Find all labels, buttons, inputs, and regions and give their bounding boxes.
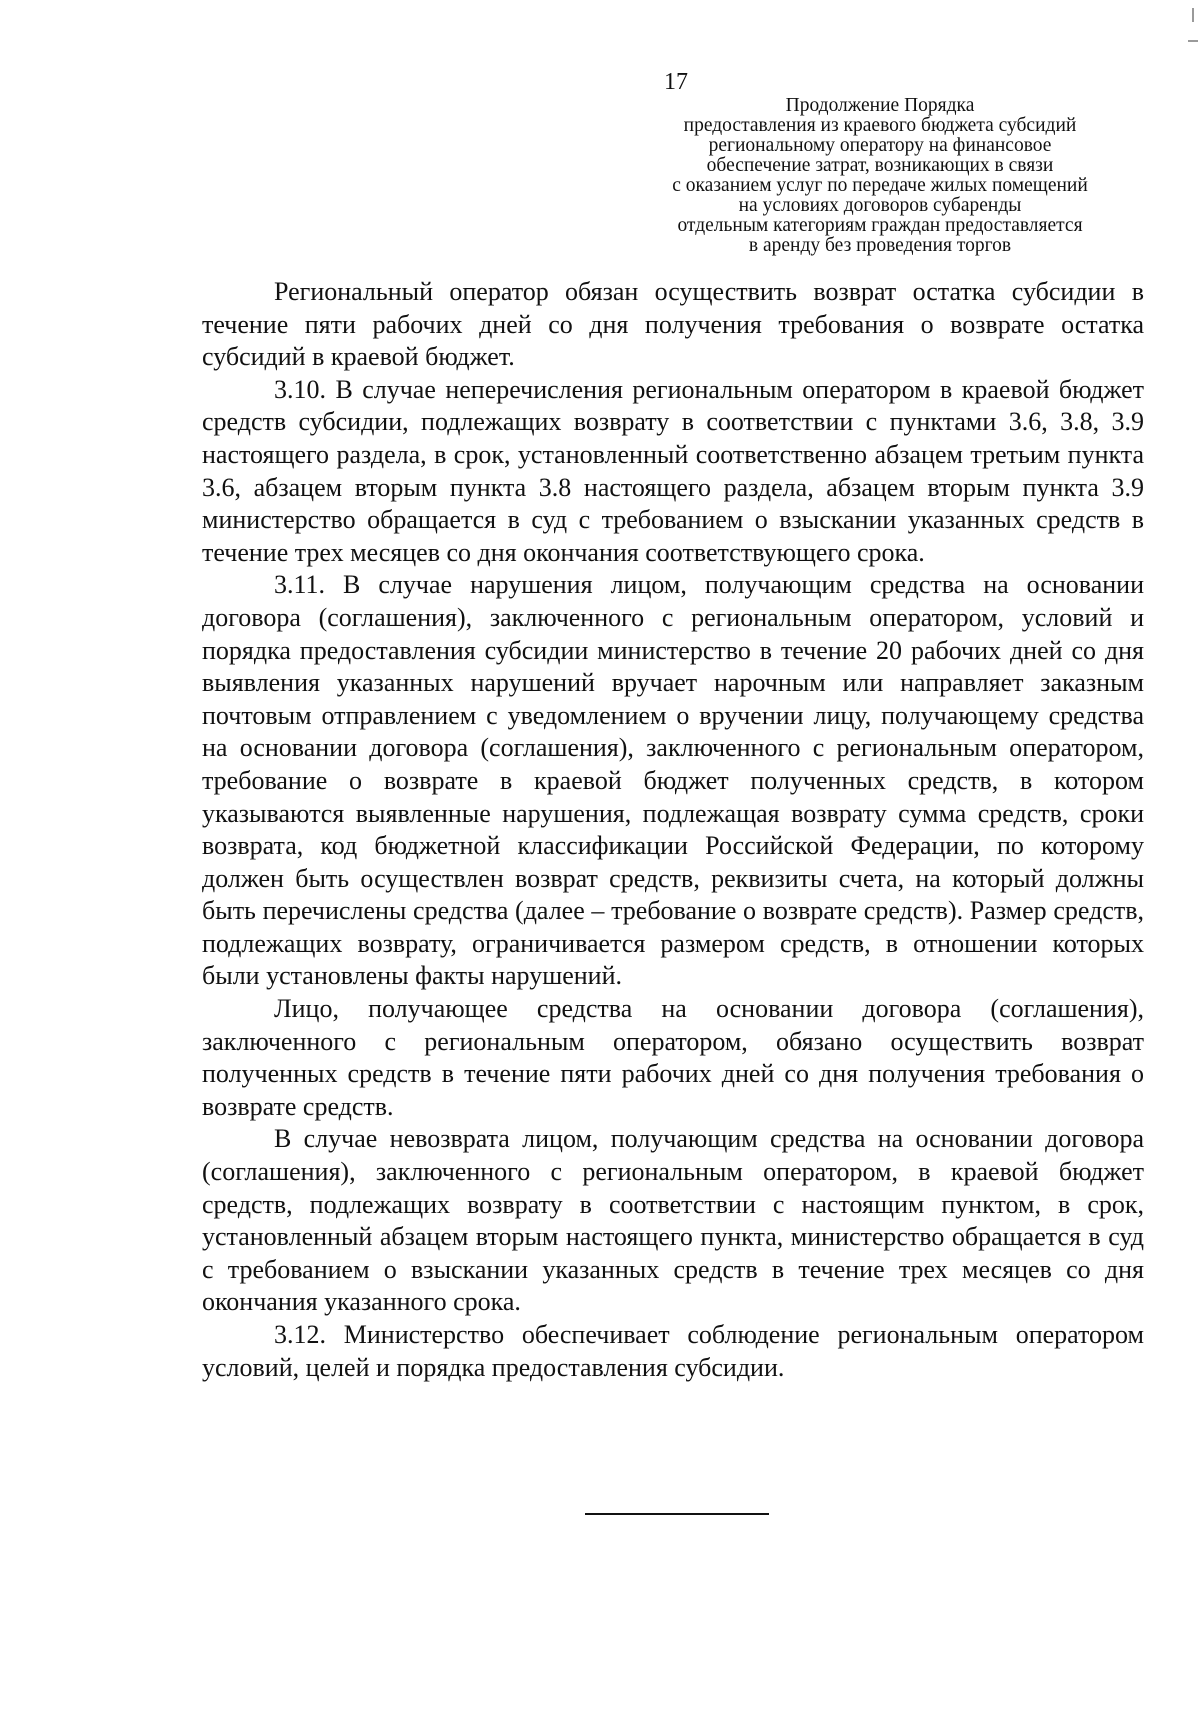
paragraph-3-12: 3.12. Министерство обеспечивает соблюдение региональным оператором условий, целей и порядка предоставления субсидии. (202, 1320, 1144, 1382)
header-line: отдельным категориям граждан предоставляется (677, 215, 1083, 236)
header-line: в аренду без проведения торгов (748, 235, 1012, 256)
document-header (600, 96, 1160, 256)
header-line: на условиях договоров субаренды (738, 195, 1022, 216)
paragraph-3-11: 3.11. В случае нарушения лицом, получающим средства на основании договора (соглашения), заключенного с региональным оператором, условий и порядка предоставления субсидии министерство в течение 20 рабочих дней со дня выявления указанных нарушений вручает нарочным или направляет заказным почтовым отправлением с уведомлением о вручении лицу, получающему средства на основании договора (соглашения), заключенного с региональным оператором, требование о возврате в краевой бюджет полученных средств, в котором указываются выявленные нарушения, подлежащая возврату сумма средств, сроки возврата, код бюджетной классификации Российской Федерации, по которому должен быть осуществлен возврат средств, реквизиты счета, на который должны быть перечислены средства (далее – требование о возврате средств). Размер средств, подлежащих возврату, ограничивается размером средств, в отношении которых были установлены факты нарушений. (202, 570, 1144, 991)
paragraph-recipient-obligation: Лицо, получающее средства на основании договора (соглашения), заключенного с региональным оператором, обязано осуществить возврат полученных средств в течение пяти рабочих дней со дня получения требования о возврате средств. (202, 994, 1144, 1121)
paragraph-non-return: В случае невозврата лицом, получающим средства на основании договора (соглашения), заключенного с региональным оператором, в краевой бюджет средств, подлежащих возврату в соответствии с настоящим пунктом, в срок, установленный абзацем вторым настоящего пункта, министерство обращается в суд с требованием о взыскании указанных средств в течение трех месяцев со дня окончания указанного срока. (202, 1124, 1144, 1317)
paragraph-return-obligation: Региональный оператор обязан осуществить возврат остатка субсидии в течение пяти рабочих дней со дня получения требования о возврате остатка субсидий в краевой бюджет. (202, 277, 1144, 372)
end-of-document-divider (585, 1513, 769, 1515)
scan-edge-mark (1192, 8, 1194, 22)
header-line: обеспечение затрат, возникающих в связи (706, 155, 1054, 176)
scan-edge-mark (1188, 40, 1198, 42)
header-line: Продолжение Порядка (785, 95, 975, 116)
paragraph-3-10: 3.10. В случае неперечисления региональным оператором в краевой бюджет средств субсидии, подлежащих возврату в соответствии с пунктами 3.6, 3.8, 3.9 настоящего раздела, в срок, установленный соответственно абзацем третьим пункта 3.6, абзацем вторым пункта 3.8 настоящего раздела, абзацем вторым пункта 3.9 министерство обращается в суд с требованием о взыскании указанных средств в течение трех месяцев со дня окончания соответствующего срока. (202, 374, 1144, 567)
header-line: с оказанием услуг по передаче жилых помещений (672, 175, 1088, 196)
page-number: 17 (664, 69, 688, 95)
document-body (202, 276, 1144, 1384)
header-line: предоставления из краевого бюджета субсидий (683, 115, 1077, 136)
header-line: региональному оператору на финансовое (708, 135, 1052, 156)
